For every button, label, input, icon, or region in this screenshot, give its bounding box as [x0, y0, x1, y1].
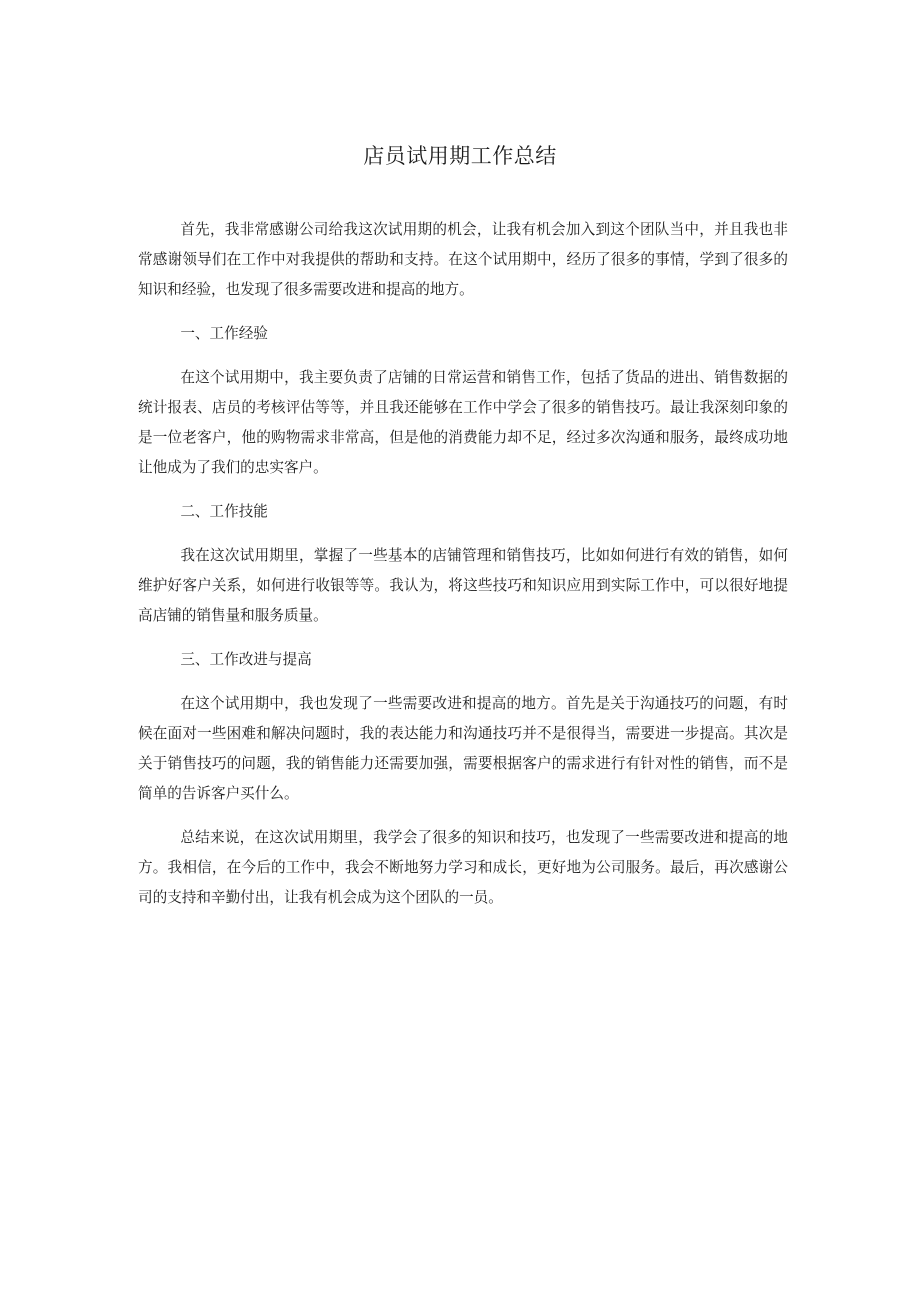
section-paragraph-work-experience: 在这个试用期中，我主要负责了店铺的日常运营和销售工作，包括了货品的进出、销售数据的统计报表、店员的考核评估等等，并且我还能够在工作中学会了很多的销售技巧。最让我深刻印象的是一位老客户，他的购物需求非常高，但是他的消费能力却不足，经过多次沟通和服务，最终成功地让他成为了我们的忠实客户。	[138, 369, 788, 476]
section-paragraph-work-skills: 我在这次试用期里，掌握了一些基本的店铺管理和销售技巧，比如如何进行有效的销售，如何维护好客户关系，如何进行收银等等。我认为，将这些技巧和知识应用到实际工作中，可以很好地提高店铺的销售量和服务质量。	[138, 547, 788, 624]
document-body	[138, 215, 788, 927]
section-heading-work-experience: 一、工作经验	[180, 325, 268, 342]
document-title: 店员试用期工作总结	[363, 144, 557, 168]
section-heading-work-skills: 二、工作技能	[180, 503, 268, 520]
section-heading-improvement: 三、工作改进与提高	[180, 651, 312, 668]
section-paragraph-improvement: 在这个试用期中，我也发现了一些需要改进和提高的地方。首先是关于沟通技巧的问题，有时候在面对一些困难和解决问题时，我的表达能力和沟通技巧并不是很得当，需要进一步提高。其次是关于销售技巧的问题，我的销售能力还需要加强，需要根据客户的需求进行有针对性的销售，而不是简单的告诉客户买什么。	[138, 695, 788, 802]
conclusion-paragraph: 总结来说，在这次试用期里，我学会了很多的知识和技巧，也发现了一些需要改进和提高的地方。我相信，在今后的工作中，我会不断地努力学习和成长，更好地为公司服务。最后，再次感谢公司的支持和辛勤付出，让我有机会成为这个团队的一员。	[138, 829, 788, 906]
intro-paragraph: 首先，我非常感谢公司给我这次试用期的机会，让我有机会加入到这个团队当中，并且我也非常感谢领导们在工作中对我提供的帮助和支持。在这个试用期中，经历了很多的事情，学到了很多的知识和经验，也发现了很多需要改进和提高的地方。	[138, 221, 788, 298]
